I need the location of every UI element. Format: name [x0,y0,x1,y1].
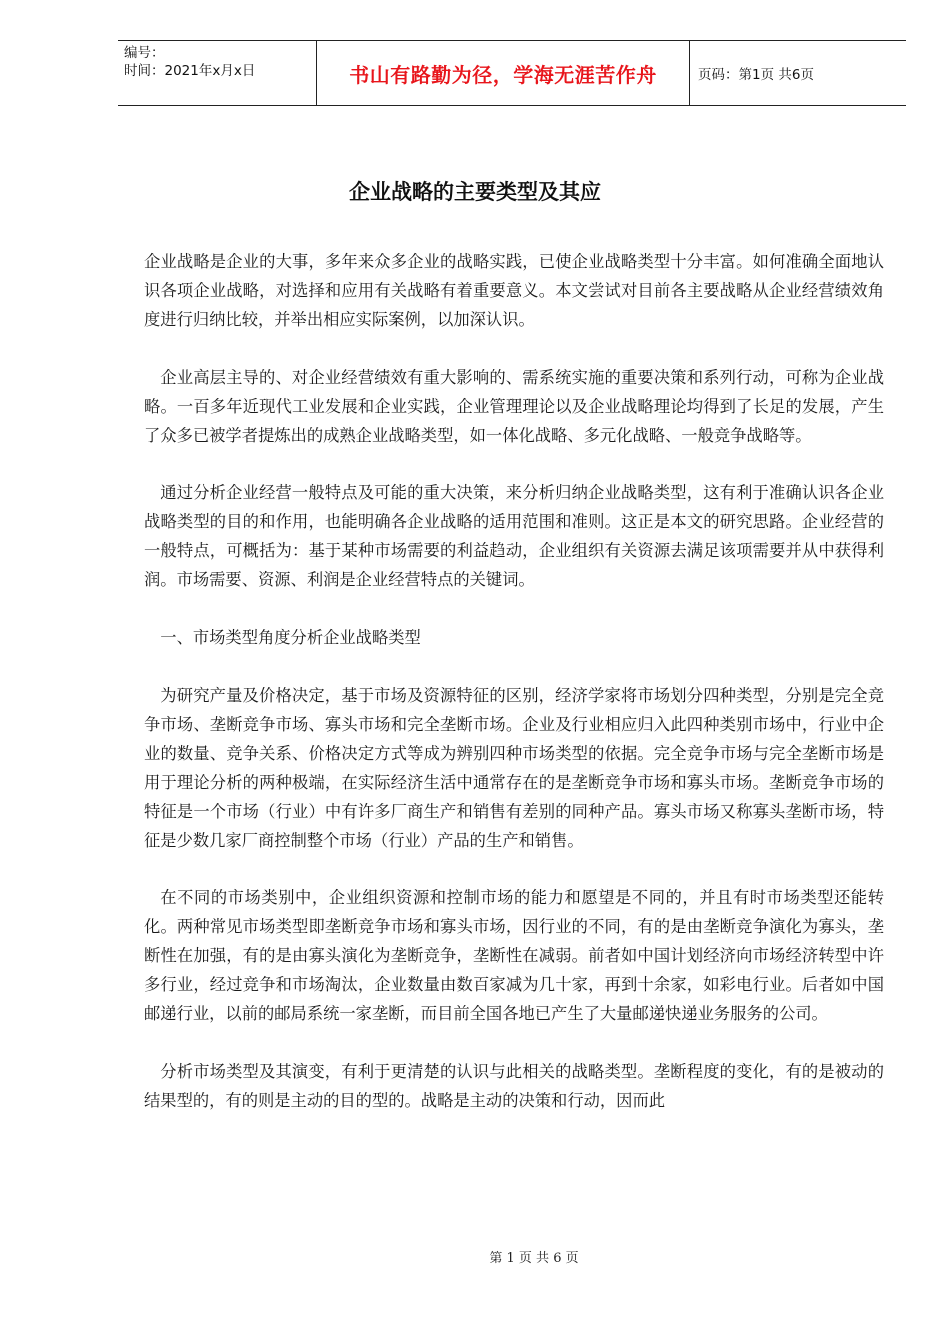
document-body [144,248,884,1145]
page-footer: 第 1 页 共 6 页 [489,1251,579,1266]
document-number-label: 编号： [124,45,165,61]
header-page-info: 页码：第1页 共6页 [698,67,814,83]
paragraph-market-evolution: 在不同的市场类别中，企业组织资源和控制市场的能力和愿望是不同的，并且有时市场类型还能转化。两种常见市场类型即垄断竞争市场和寡头市场，因行业的不同，有的是由垄断竞争演化为寡头，垄断性在加强，有的是由寡头演化为垄断竞争，垄断性在减弱。前者如中国计划经济向市场经济转型中许多行业，经过竞争和市场淘汰，企业数量由数百家减为几十家，再到十余家，如彩电行业。后者如中国邮递行业，以前的邮局系统一家垄断，而目前全国各地已产生了大量邮递快递业务服务的公司。 [144,888,884,1024]
header-meta-cell [118,41,316,105]
document-header-table [118,40,906,106]
header-motto: 书山有路勤为径，学海无涯苦作舟 [316,41,690,105]
document-title: 企业战略的主要类型及其应 [349,180,601,204]
paragraph-research-approach: 通过分析企业经营一般特点及可能的重大决策，来分析归纳企业战略类型，这有利于准确认识各企业战略类型的目的和作用，也能明确各企业战略的适用范围和准则。这正是本文的研究思路。企业经营的一般特点，可概括为：基于某种市场需要的利益趋动，企业组织有关资源去满足该项需要并从中获得利润。市场需要、资源、利润是企业经营特点的关键词。 [144,483,884,590]
section-heading: 一、市场类型角度分析企业战略类型 [160,628,421,648]
paragraph-definition: 企业高层主导的、对企业经营绩效有重大影响的、需系统实施的重要决策和系列行动，可称为企业战略。一百多年近现代工业发展和企业实践，企业管理理论以及企业战略理论均得到了长足的发展，产生了众多已被学者提炼出的成熟企业战略类型，如一体化战略、多元化战略、一般竞争战略等。 [144,367,884,445]
paragraph-analysis: 分析市场类型及其演变，有利于更清楚的认识与此相关的战略类型。垄断程度的变化，有的是被动的结果型的，有的则是主动的目的型的。战略是主动的决策和行动，因而此 [144,1061,884,1110]
paragraph-intro: 企业战略是企业的大事，多年来众多企业的战略实践，已使企业战略类型十分丰富。如何准确全面地认识各项企业战略，对选择和应用有关战略有着重要意义。本文尝试对目前各主要战略从企业经营绩效角度进行归纳比较，并举出相应实际案例，以加深认识。 [144,252,884,329]
paragraph-market-types: 为研究产量及价格决定，基于市场及资源特征的区别，经济学家将市场划分四种类型，分别是完全竞争市场、垄断竞争市场、寡头市场和完全垄断市场。企业及行业相应归入此四种类别市场中，行业中企业的数量、竞争关系、价格决定方式等成为辨别四种市场类型的依据。完全竞争市场与完全垄断市场是用于理论分析的两种极端，在实际经济生活中通常存在的是垄断竞争市场和寡头市场。垄断竞争市场的特征是一个市场（行业）中有许多厂商生产和销售有差别的同种产品。寡头市场又称寡头垄断市场，特征是少数几家厂商控制整个市场（行业）产品的生产和销售。 [144,685,884,850]
document-date-label: 时间：2021年x月x日 [124,63,256,79]
